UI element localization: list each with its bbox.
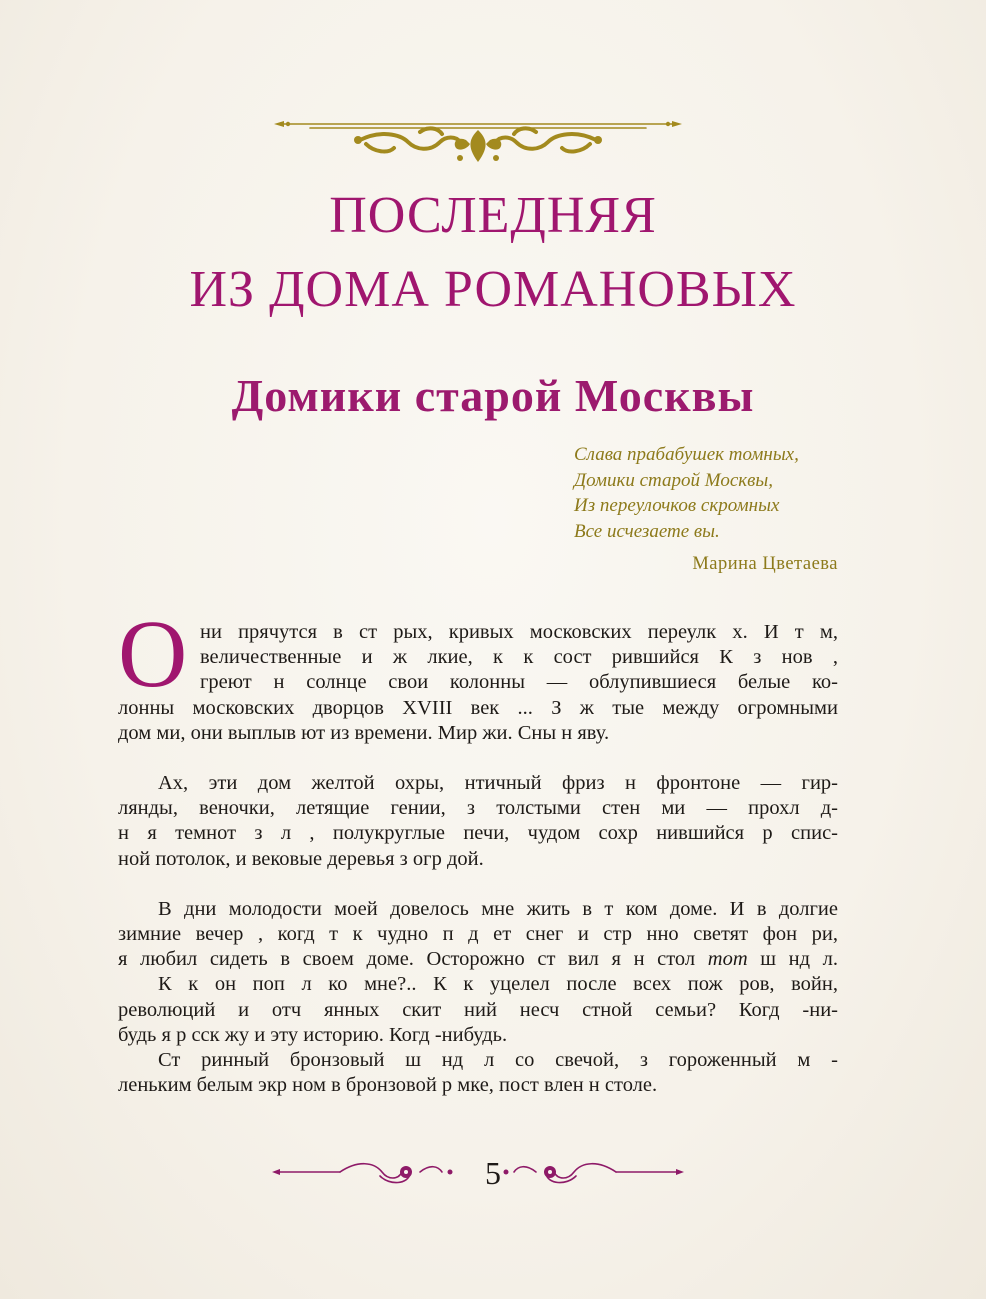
text-line: греют н солнце свои колонны — облупившиеся белые ко-	[200, 671, 838, 694]
text-line: ни прячутся в ст рых, кривых московских переулк х. И т м,	[200, 621, 838, 643]
text-line: Ах, эти дом желтой охры, нтичный фриз н фронтоне — гир-	[158, 772, 838, 795]
text-line: К к он поп л ко мне?.. К к уцелел после всех пож ров, войн,	[158, 973, 838, 996]
text-line: Ст ринный бронзовый ш нд л со свечой, з гороженный м -	[158, 1049, 838, 1072]
paragraph-4	[118, 972, 838, 1048]
text-line: будь я р сск жу и эту историю. Когд -нибудь.	[118, 1023, 508, 1046]
text-line: дом ми, они выплыв ют из времени. Мир жи. Сны н яву.	[118, 721, 610, 744]
text-line: зимние вечер , когд т к чудно п д ет снег и стр нно светят фон ри,	[118, 923, 838, 946]
paragraph-3	[118, 897, 838, 973]
text-line: лянды, веночки, летящие гении, з толстыми стен ми — прохл д-	[118, 797, 838, 820]
text-fragment: я любил сидеть в своем доме. Осторожно ст вил я н стол	[118, 948, 708, 971]
epigraph-line: Все исчезаете вы.	[574, 520, 720, 542]
chapter-title-line-1: ПОСЛЕДНЯЯ	[329, 187, 657, 244]
section-subtitle: Домики старой Москвы	[231, 370, 755, 421]
text-line: лонны московских дворцов XVIII век ... З ж тые между огромными	[118, 696, 838, 719]
drop-cap: О	[118, 600, 188, 707]
page-number: 5	[485, 1155, 501, 1191]
text-line: н я темнот з л , полукруглые печи, чудом сохр нившийся р спис-	[118, 822, 838, 845]
body-text	[118, 600, 838, 1098]
text-line	[118, 947, 838, 972]
chapter-title-line-2: ИЗ ДОМА РОМАНОВЫХ	[189, 261, 797, 318]
epigraph-line: Домики старой Москвы,	[574, 469, 774, 491]
paragraph-2	[118, 771, 838, 872]
emphasis-word: тот	[707, 948, 748, 971]
text-line: величественные и ж лкие, к к сост рившийся К з нов ,	[200, 646, 838, 669]
gold-scroll-ornament-icon	[270, 112, 686, 168]
paragraph-1	[118, 600, 838, 746]
epigraph-author: Марина Цветаева	[692, 554, 838, 574]
epigraph-line: Слава прабабушек томных,	[574, 444, 799, 465]
epigraph	[574, 442, 854, 544]
text-line: леньким белым экр ном в бронзовой р мке, пост влен н столе.	[118, 1074, 658, 1097]
text-line: В дни молодости моей довелось мне жить в т ком доме. И в долгие	[158, 897, 838, 920]
text-line: революций и отч янных скит ний несч стной семьи? Когд -ни-	[118, 998, 838, 1021]
epigraph-line: Из переулочков скромных	[574, 495, 780, 516]
paragraph-5	[118, 1048, 838, 1098]
text-fragment: ш нд л.	[747, 948, 838, 971]
text-line: ной потолок, и вековые деревья з огр дой.	[118, 847, 484, 870]
